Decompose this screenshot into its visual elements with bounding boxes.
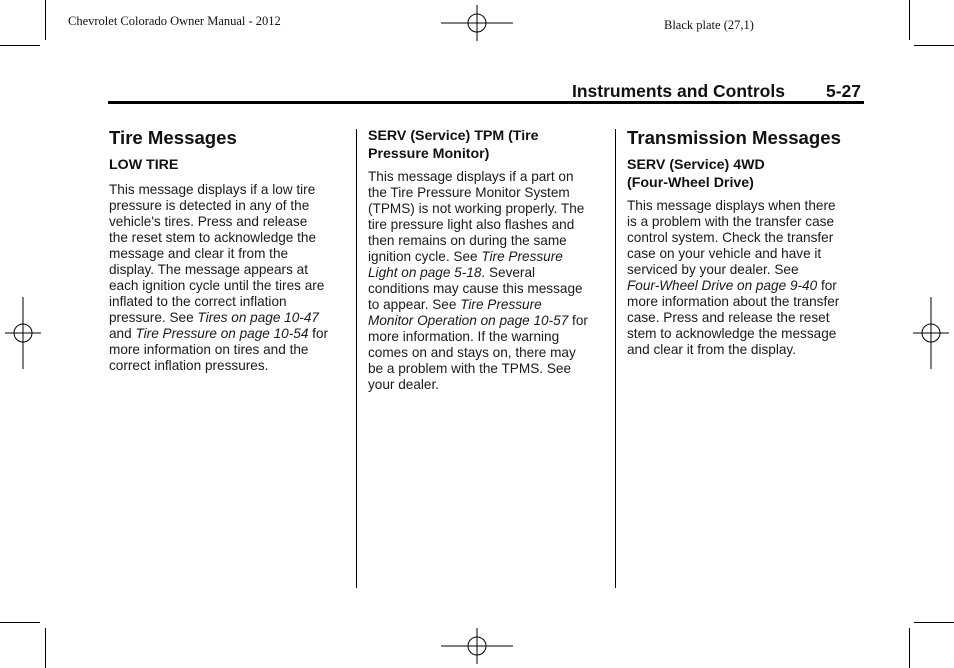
subheading-serv-4wd-line1: SERV (Service) 4WD (627, 157, 765, 173)
subheading-serv-tpm-line2: Pressure Monitor) (368, 146, 490, 162)
text-line: correct inflation pressures. (109, 358, 269, 373)
text-line: message and clear it from the (109, 246, 289, 261)
text-run: to appear. See (368, 297, 461, 312)
page-reference-link[interactable]: Light on page 5-18 (368, 265, 482, 280)
text-line: and clear it from the display. (627, 342, 796, 357)
crop-mark-top-right-h (914, 45, 954, 46)
column-serv-tpm (368, 127, 610, 393)
page-reference-link[interactable]: Four-Wheel Drive on page 9-40 (627, 278, 818, 293)
registration-mark-bottom-icon (441, 628, 513, 664)
text-line: This message displays if a part on (368, 169, 574, 184)
page-number: 5-27 (826, 81, 862, 101)
column-tire-messages (109, 127, 351, 374)
text-line (368, 297, 610, 313)
manual-title: Chevrolet Colorado Owner Manual - 2012 (68, 14, 281, 28)
column-transmission-messages (627, 127, 867, 358)
text-line: This message displays if a low tire (109, 182, 316, 197)
crop-mark-bottom-right-v (909, 628, 910, 668)
text-line: (TPMS) is not working properly. The (368, 201, 585, 216)
text-line: each ignition cycle until the tires are (109, 278, 325, 293)
header-rule (108, 101, 864, 104)
text-run: and (109, 326, 136, 341)
text-line (109, 326, 351, 342)
text-line: stem to acknowledge the message (627, 326, 837, 341)
text-line: pressure is detected in any of the (109, 198, 310, 213)
page-reference-link[interactable]: Monitor Operation on page 10-57 (368, 313, 569, 328)
paragraph-serv-tpm (368, 169, 610, 393)
page-reference-link[interactable]: Tire Pressure (460, 297, 542, 312)
page-reference-link[interactable]: Tire Pressure on page 10-54 (135, 326, 309, 341)
text-line (368, 313, 610, 329)
text-line (368, 249, 610, 265)
text-run: . Several (481, 265, 536, 280)
text-line: is a problem with the transfer case (627, 214, 835, 229)
text-run: for (308, 326, 329, 341)
text-line: your dealer. (368, 377, 440, 392)
column-divider-1 (356, 129, 357, 588)
text-line: case. Press and release the reset (627, 310, 830, 325)
text-line: conditions may cause this message (368, 281, 583, 296)
text-run: for (817, 278, 837, 293)
text-line: tire pressure light also flashes and (368, 217, 575, 232)
subheading-serv-4wd-line2: (Four-Wheel Drive) (627, 175, 754, 191)
text-line: This message displays when there (627, 198, 836, 213)
text-line: serviced by your dealer. See (627, 262, 799, 277)
section-title: Instruments and Controls (572, 81, 785, 101)
column-divider-2 (615, 129, 616, 588)
text-line: be a problem with the TPMS. See (368, 361, 572, 376)
text-line: the Tire Pressure Monitor System (368, 185, 570, 200)
page-reference-link[interactable]: Tires on page 10-47 (197, 310, 319, 325)
text-line: case on your vehicle and have it (627, 246, 822, 261)
text-line: comes on and stays on, there may (368, 345, 576, 360)
paragraph-low-tire (109, 182, 351, 374)
subheading-serv-tpm-line1: SERV (Service) TPM (Tire (368, 128, 539, 144)
subheading-low-tire: LOW TIRE (109, 157, 179, 173)
text-line: inflated to the correct inflation (109, 294, 287, 309)
text-line: the reset stem to acknowledge the (109, 230, 317, 245)
paragraph-serv-4wd (627, 198, 867, 358)
crop-mark-top-left-h (0, 45, 40, 46)
text-line: vehicle's tires. Press and release (109, 214, 308, 229)
text-line (368, 265, 610, 281)
crop-mark-top-right-v (909, 0, 910, 40)
text-run: ignition cycle. See (368, 249, 482, 264)
heading-tire-messages: Tire Messages (109, 127, 237, 148)
text-line: more information about the transfer (627, 294, 840, 309)
text-line: display. The message appears at (109, 262, 308, 277)
text-line: more information. If the warning (368, 329, 560, 344)
registration-mark-left-icon (5, 297, 41, 369)
crop-mark-bottom-left-v (45, 628, 46, 668)
crop-mark-bottom-right-h (914, 622, 954, 623)
text-line (627, 278, 867, 294)
text-line: control system. Check the transfer (627, 230, 834, 245)
text-run: for (568, 313, 588, 328)
text-line (109, 310, 351, 326)
text-line: then remains on during the same (368, 233, 567, 248)
registration-mark-top-icon (441, 5, 513, 41)
page-reference-link[interactable]: Tire Pressure (481, 249, 563, 264)
plate-id: Black plate (27,1) (664, 18, 754, 32)
heading-transmission-messages: Transmission Messages (627, 127, 841, 148)
crop-mark-bottom-left-h (0, 622, 40, 623)
crop-mark-top-left-v (45, 0, 46, 40)
text-line: more information on tires and the (109, 342, 309, 357)
registration-mark-right-icon (913, 297, 949, 369)
text-run: pressure. See (109, 310, 198, 325)
